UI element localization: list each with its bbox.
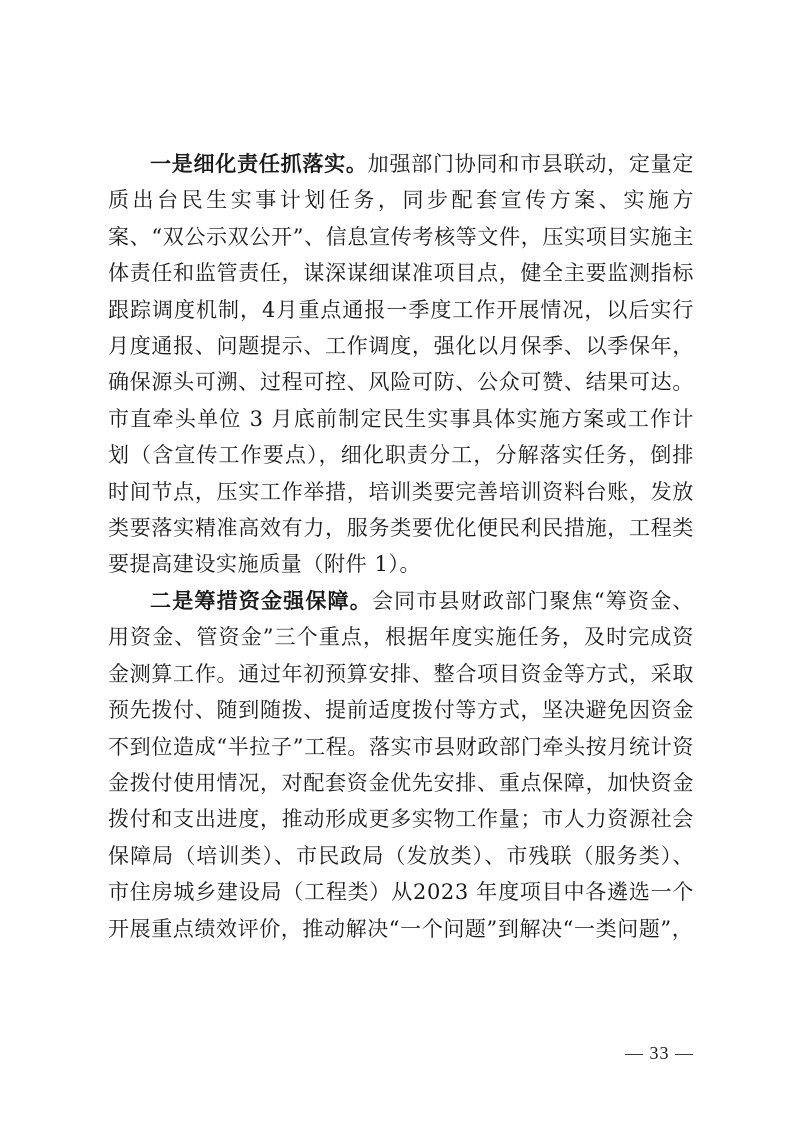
paragraph-2-lead: 二是筹措资金强保障。 xyxy=(150,588,372,613)
paragraph-1-text: 加强部门协同和市县联动，定量定质出台民生实事计划任务，同步配套宣传方案、实施方案、“双公示双公开”、信息宣传考核等文件，压实项目实施主体责任和监管责任，谋深谋细谋准项目点，健全主要监测指标跟踪调度机制，4月重点通报一季度工作开展情况，以后实行月度通报、问题提示、工作调度，强化以月保季、以季保年，确保源头可溯、过程可控、风险可防、公众可赞、结果可达。市直牵头单位 3 月底前制定民生实事具体实施方案或工作计划（含宣传工作要点），细化职责分工，分解落实任务，倒排时间节点，压实工作举措，培训类要完善培训资料台账，发放类要落实精准高效有力，服务类要优化便民利民措施，工程类要提高建设实施质量（附件 1）。 xyxy=(108,152,695,577)
page-number: — 33 — xyxy=(625,1043,694,1063)
paragraph-1-lead: 一是细化责任抓落实。 xyxy=(150,152,368,176)
body-text xyxy=(108,146,694,947)
paragraph-2-text: 会同市县财政部门聚焦“筹资金、用资金、管资金”三个重点，根据年度实施任务，及时完成资金测算工作。通过年初预算安排、整合项目资金等方式，采取预先拨付、随到随拨、提前适度拨付等方式，坚决避免因资金不到位造成“半拉子”工程。落实市县财政部门牵头按月统计资金拨付使用情况，对配套资金优先安排、重点保障，加快资金拨付和支出进度，推动形成更多实物工作量；市人力资源社会保障局（培训类）、市民政局（发放类）、市残联（服务类）、市住房城乡建设局（工程类）从2023 年度项目中各遴选一个开展重点绩效评价，推动解决“一个问题”到解决“一类问题”， xyxy=(108,588,694,941)
paragraph-2 xyxy=(108,583,694,947)
paragraph-1 xyxy=(108,146,694,583)
